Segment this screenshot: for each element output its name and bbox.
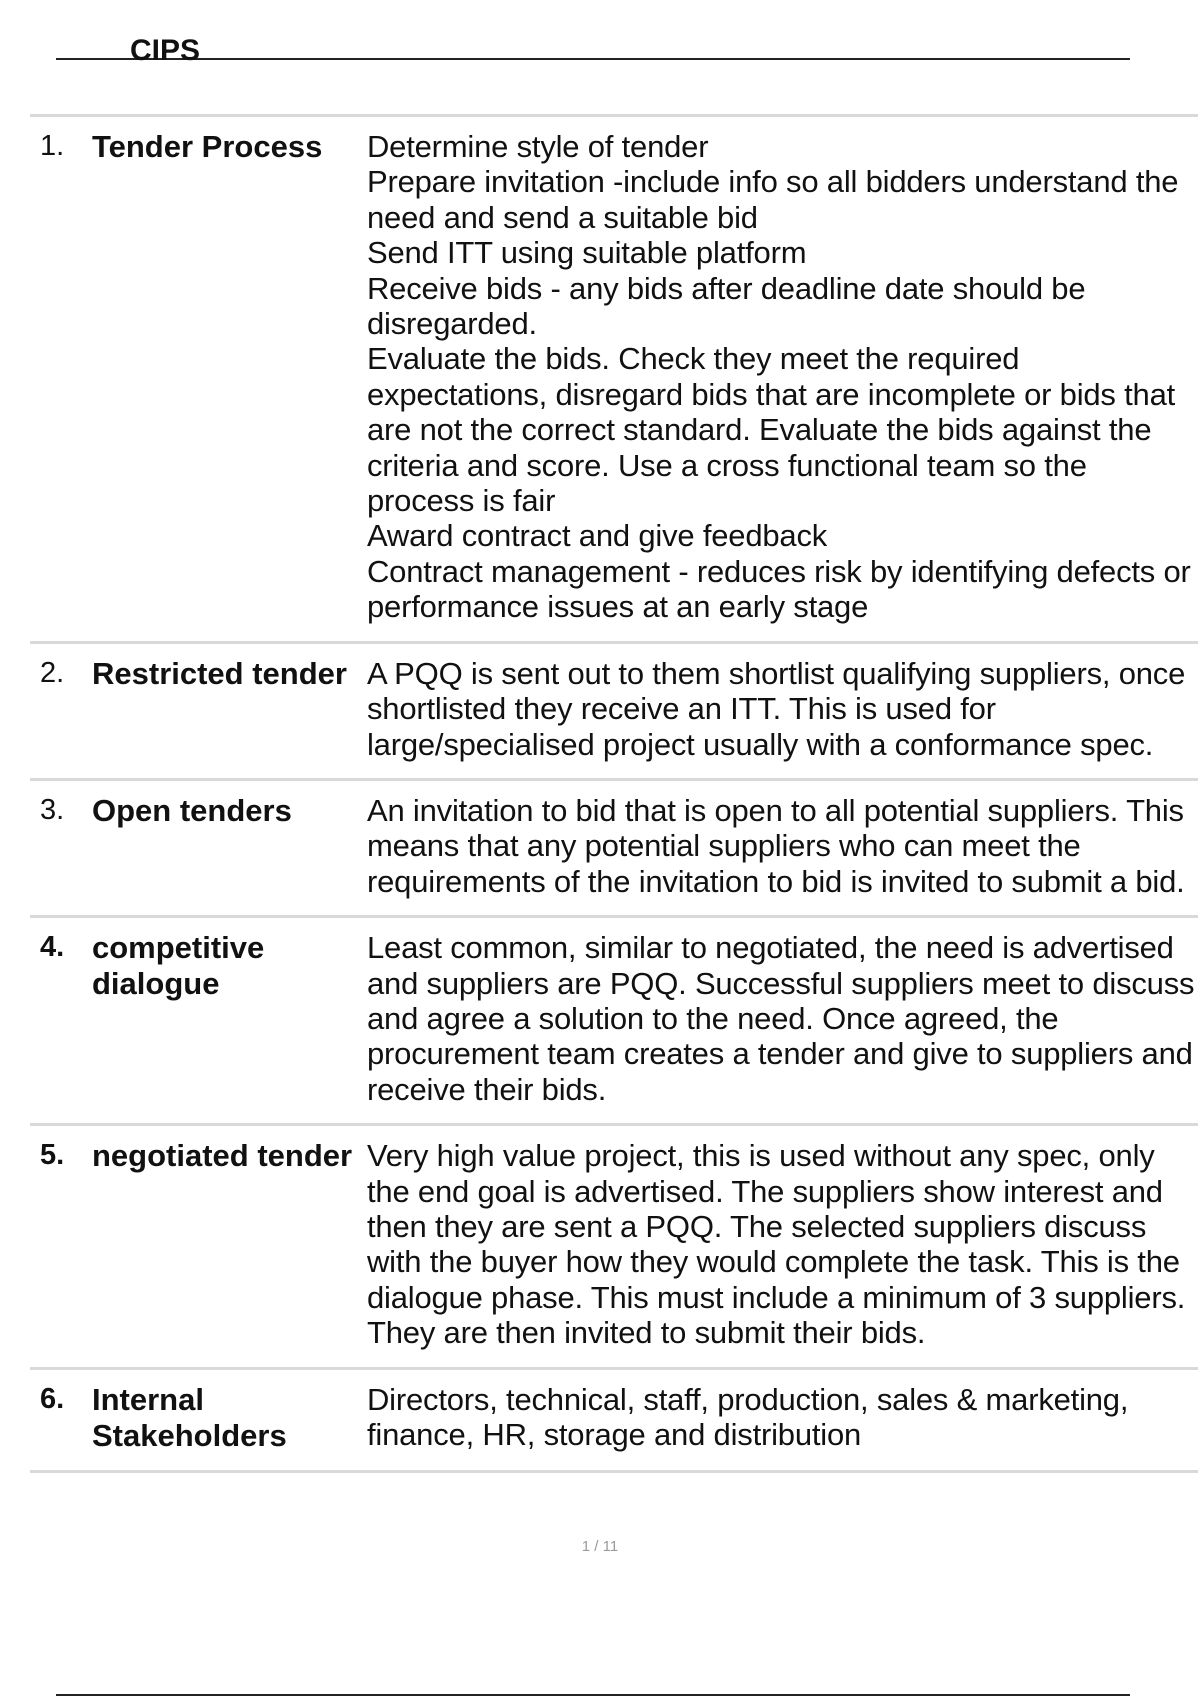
- card-definition: [367, 930, 1198, 1107]
- definition-line: Directors, technical, staff, production, sales & marketing, finance, HR, storage and distribution: [367, 1381, 1129, 1452]
- card-term: competitive dialogue: [92, 930, 265, 1002]
- definition-line: A PQQ is sent out to them shortlist qualifying suppliers, once shortlisted they receive an ITT. This is used for large/specialised project usually with a conformance spec.: [367, 655, 1186, 762]
- definition-line: Least common, similar to negotiated, the need is advertised and suppliers are PQQ. Successful suppliers meet to discuss and agree a solution to the need. Once agreed, the procurement team creates a tender and give to suppliers and receive their bids.: [367, 930, 1195, 1107]
- definition-line: Very high value project, this is used without any spec, only the end goal is advertised. The suppliers show interest and then they are sent a PQQ. The selected suppliers discuss with the buyer how they would complete the task. This is the dialogue phase. This must include a minimum of 3 suppliers. They are then invited to submit their bids.: [367, 1138, 1186, 1351]
- flashcard-list: [30, 114, 1198, 1473]
- card-definition: [367, 1382, 1198, 1454]
- definition-line: Determine style of tender: [367, 129, 709, 164]
- card-definition: [367, 1138, 1198, 1350]
- card-term: negotiated tender: [92, 1138, 353, 1174]
- flashcard: [30, 117, 1198, 644]
- definition-line: Prepare invitation -include info so all bidders understand the need and send a suitable bid: [367, 164, 1179, 235]
- flashcard: [30, 1370, 1198, 1473]
- card-number: 6.: [40, 1382, 65, 1415]
- card-number: 5.: [40, 1139, 65, 1172]
- definition-line: Evaluate the bids. Check they meet the required expectations, disregard bids that are incomplete or bids that are not the correct standard. Evaluate the bids against the criteria and score. Use a cross functional team so the process is fair: [367, 341, 1176, 519]
- flashcard: [30, 644, 1198, 781]
- card-term: Tender Process: [92, 129, 323, 164]
- definition-line: An invitation to bid that is open to all potential suppliers. This means that any potential suppliers who can meet the requirements of the invitation to bid is invited to submit a bid.: [367, 792, 1185, 899]
- document-title: CIPS: [130, 34, 201, 67]
- card-number: 2.: [40, 656, 65, 689]
- card-definition: [367, 129, 1198, 625]
- card-definition: [367, 656, 1198, 762]
- card-definition: [367, 793, 1198, 899]
- card-term: Open tenders: [92, 792, 292, 828]
- card-term: Restricted tender: [92, 655, 347, 691]
- flashcard: [30, 1126, 1198, 1369]
- page-number: 1 / 11: [581, 1538, 619, 1555]
- card-number: 1.: [40, 130, 65, 162]
- footer-divider: [56, 1694, 1130, 1696]
- definition-line: Receive bids - any bids after deadline date should be disregarded.: [367, 270, 1086, 342]
- page-header: [56, 34, 1130, 67]
- card-number: 4.: [40, 931, 65, 964]
- flashcard: [30, 781, 1198, 918]
- definition-line: Award contract and give feedback: [367, 518, 828, 554]
- definition-line: Send ITT using suitable platform: [367, 235, 807, 271]
- definition-line: Contract management - reduces risk by identifying defects or performance issues at an early stage: [367, 553, 1191, 625]
- flashcard: [30, 918, 1198, 1126]
- card-number: 3.: [40, 793, 65, 826]
- card-term: Internal Stakeholders: [92, 1381, 287, 1453]
